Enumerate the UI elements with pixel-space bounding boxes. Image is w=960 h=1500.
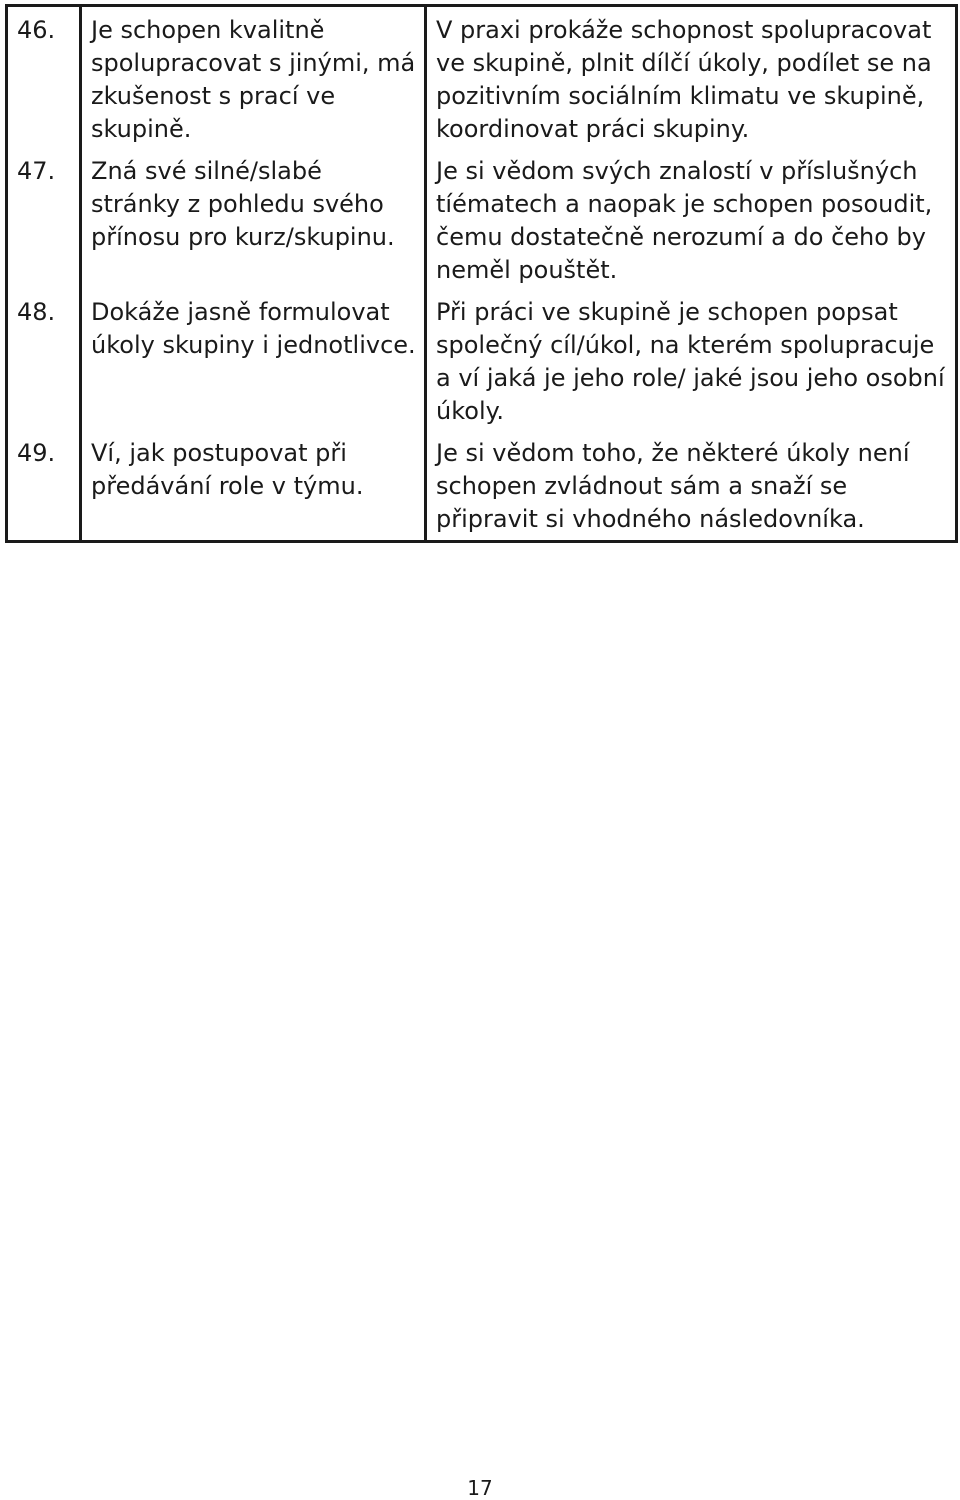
description-text: V praxi prokáže schopnost spolupracovat ve skupině, plnit dílčí úkoly, podílet se na pozitivním sociálním klimatu ve skupině, koordinovat práci skupiny. xyxy=(426,6,957,156)
page-number: 17 xyxy=(467,1476,493,1500)
table-row xyxy=(7,6,957,156)
description-text: Při práci ve skupině je schopen popsat společný cíl/úkol, na kterém spolupracuje a ví jaká je jeho role/ jaké jsou jeho osobní úkoly. xyxy=(426,296,957,437)
description-text: Je si vědom toho, že některé úkoly není schopen zvládnout sám a snaží se připravit si vhodného následovníka. xyxy=(426,437,957,542)
table-row xyxy=(7,437,957,542)
competence-table xyxy=(5,4,958,543)
table-row xyxy=(7,155,957,296)
row-number: 46. xyxy=(7,6,81,156)
description-text: Je si vědom svých znalostí v příslušných tíématech a naopak je schopen posoudit, čemu dostatečně nerozumí a do čeho by neměl pouštět. xyxy=(426,155,957,296)
competence-text: Ví, jak postupovat při předávání role v týmu. xyxy=(81,437,426,542)
row-number: 48. xyxy=(7,296,81,437)
row-number: 47. xyxy=(7,155,81,296)
table-row xyxy=(7,296,957,437)
competence-text: Zná své silné/slabé stránky z pohledu svého přínosu pro kurz/skupinu. xyxy=(81,155,426,296)
row-number: 49. xyxy=(7,437,81,542)
competence-text: Je schopen kvalitně spolupracovat s jinými, má zkušenost s prací ve skupině. xyxy=(81,6,426,156)
competence-text: Dokáže jasně formulovat úkoly skupiny i jednotlivce. xyxy=(81,296,426,437)
